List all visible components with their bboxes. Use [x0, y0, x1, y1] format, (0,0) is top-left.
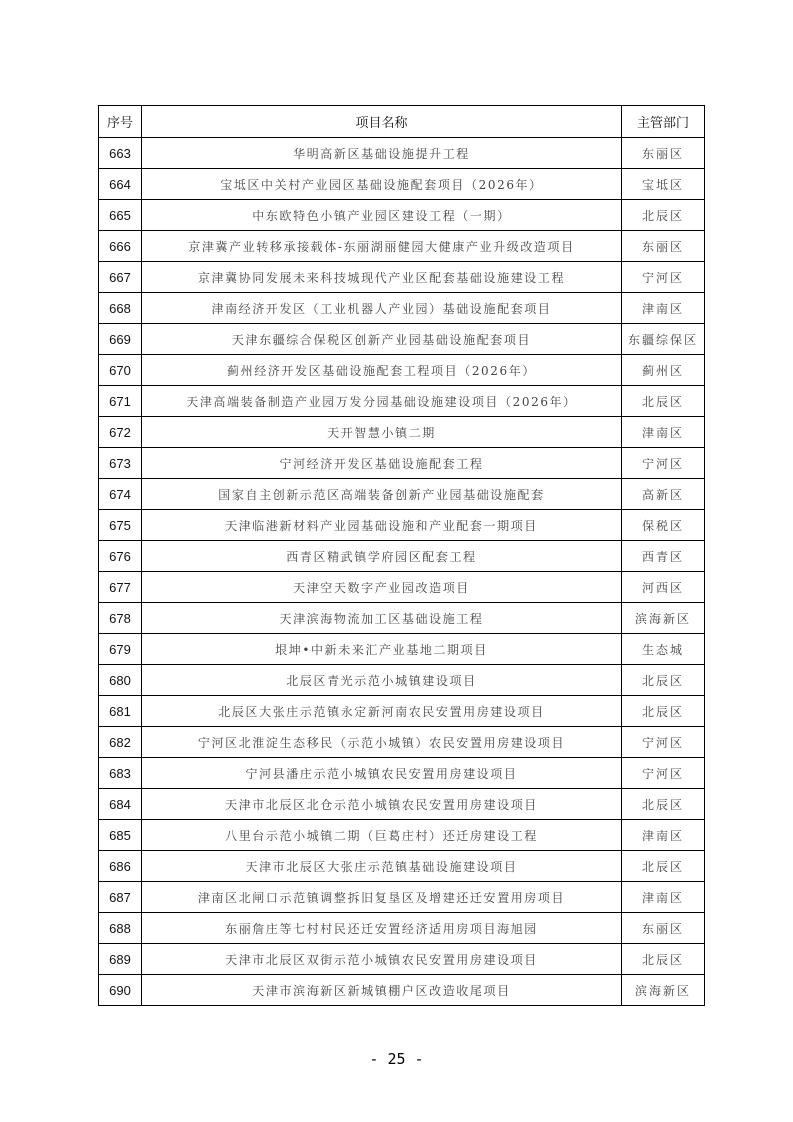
- table-row: [99, 293, 705, 324]
- cell-project-name: 垠坤•中新未来汇产业基地二期项目: [142, 634, 622, 665]
- cell-project-name: 宁河区北淮淀生态移民（示范小城镇）农民安置用房建设项目: [142, 727, 622, 758]
- table-row: [99, 448, 705, 479]
- cell-department: 北辰区: [622, 665, 705, 696]
- cell-serial-number: 664: [99, 169, 142, 200]
- cell-department: 东丽区: [622, 231, 705, 262]
- cell-serial-number: 687: [99, 882, 142, 913]
- page-number: - 25 -: [369, 1050, 424, 1068]
- table-row: [99, 882, 705, 913]
- table-header-row: [99, 106, 705, 138]
- cell-project-name: 京津冀协同发展未来科技城现代产业区配套基础设施建设工程: [142, 262, 622, 293]
- cell-serial-number: 681: [99, 696, 142, 727]
- cell-department: 宁河区: [622, 727, 705, 758]
- cell-project-name: 华明高新区基础设施提升工程: [142, 138, 622, 169]
- cell-project-name: 天津临港新材料产业园基础设施和产业配套一期项目: [142, 510, 622, 541]
- table-row: [99, 231, 705, 262]
- cell-project-name: 宁河县潘庄示范小城镇农民安置用房建设项目: [142, 758, 622, 789]
- cell-department: 生态城: [622, 634, 705, 665]
- cell-serial-number: 667: [99, 262, 142, 293]
- cell-serial-number: 671: [99, 386, 142, 417]
- cell-department: 北辰区: [622, 386, 705, 417]
- cell-serial-number: 684: [99, 789, 142, 820]
- table-row: [99, 510, 705, 541]
- table-row: [99, 727, 705, 758]
- cell-project-name: 天津市北辰区双街示范小城镇农民安置用房建设项目: [142, 944, 622, 975]
- cell-department: 宁河区: [622, 448, 705, 479]
- cell-serial-number: 674: [99, 479, 142, 510]
- header-serial-number: 序号: [99, 106, 142, 138]
- cell-project-name: 东丽詹庄等七村村民还迁安置经济适用房项目海旭园: [142, 913, 622, 944]
- cell-serial-number: 677: [99, 572, 142, 603]
- cell-project-name: 蓟州经济开发区基础设施配套工程项目（2026年）: [142, 355, 622, 386]
- cell-project-name: 宁河经济开发区基础设施配套工程: [142, 448, 622, 479]
- header-department: 主管部门: [622, 106, 705, 138]
- cell-department: 高新区: [622, 479, 705, 510]
- table-row: [99, 324, 705, 355]
- table-row: [99, 913, 705, 944]
- cell-project-name: 天开智慧小镇二期: [142, 417, 622, 448]
- cell-project-name: 西青区精武镇学府园区配套工程: [142, 541, 622, 572]
- cell-serial-number: 688: [99, 913, 142, 944]
- table-row: [99, 851, 705, 882]
- cell-department: 河西区: [622, 572, 705, 603]
- cell-department: 东丽区: [622, 138, 705, 169]
- table-row: [99, 200, 705, 231]
- table-body: [99, 138, 705, 1006]
- cell-project-name: 天津高端装备制造产业园万发分园基础设施建设项目（2026年）: [142, 386, 622, 417]
- cell-serial-number: 679: [99, 634, 142, 665]
- table-row: [99, 417, 705, 448]
- cell-project-name: 北辰区大张庄示范镇永定新河南农民安置用房建设项目: [142, 696, 622, 727]
- cell-department: 津南区: [622, 820, 705, 851]
- cell-department: 东丽区: [622, 913, 705, 944]
- cell-department: 宁河区: [622, 262, 705, 293]
- cell-serial-number: 670: [99, 355, 142, 386]
- table-row: [99, 820, 705, 851]
- table-row: [99, 634, 705, 665]
- cell-project-name: 津南区北闸口示范镇调整拆旧复垦区及增建还迁安置用房项目: [142, 882, 622, 913]
- table-row: [99, 138, 705, 169]
- cell-project-name: 宝坻区中关村产业园区基础设施配套项目（2026年）: [142, 169, 622, 200]
- cell-serial-number: 673: [99, 448, 142, 479]
- cell-project-name: 京津冀产业转移承接载体-东丽湖丽健园大健康产业升级改造项目: [142, 231, 622, 262]
- table-row: [99, 975, 705, 1006]
- cell-serial-number: 682: [99, 727, 142, 758]
- table-row: [99, 944, 705, 975]
- cell-serial-number: 685: [99, 820, 142, 851]
- cell-department: 津南区: [622, 417, 705, 448]
- table-row: [99, 541, 705, 572]
- cell-department: 宁河区: [622, 758, 705, 789]
- cell-serial-number: 663: [99, 138, 142, 169]
- cell-project-name: 国家自主创新示范区高端装备创新产业园基础设施配套: [142, 479, 622, 510]
- cell-serial-number: 678: [99, 603, 142, 634]
- cell-serial-number: 666: [99, 231, 142, 262]
- cell-department: 宝坻区: [622, 169, 705, 200]
- cell-serial-number: 668: [99, 293, 142, 324]
- table-row: [99, 262, 705, 293]
- cell-department: 北辰区: [622, 789, 705, 820]
- cell-project-name: 天津东疆综合保税区创新产业园基础设施配套项目: [142, 324, 622, 355]
- cell-serial-number: 676: [99, 541, 142, 572]
- cell-department: 滨海新区: [622, 975, 705, 1006]
- table-row: [99, 169, 705, 200]
- cell-department: 西青区: [622, 541, 705, 572]
- cell-serial-number: 689: [99, 944, 142, 975]
- table-row: [99, 758, 705, 789]
- cell-project-name: 津南经济开发区（工业机器人产业园）基础设施配套项目: [142, 293, 622, 324]
- cell-project-name: 北辰区青光示范小城镇建设项目: [142, 665, 622, 696]
- cell-department: 保税区: [622, 510, 705, 541]
- cell-department: 蓟州区: [622, 355, 705, 386]
- cell-serial-number: 669: [99, 324, 142, 355]
- cell-serial-number: 686: [99, 851, 142, 882]
- cell-serial-number: 680: [99, 665, 142, 696]
- cell-department: 津南区: [622, 882, 705, 913]
- cell-department: 津南区: [622, 293, 705, 324]
- table-row: [99, 665, 705, 696]
- cell-department: 北辰区: [622, 200, 705, 231]
- table-row: [99, 603, 705, 634]
- cell-serial-number: 683: [99, 758, 142, 789]
- table-row: [99, 696, 705, 727]
- header-project-name: 项目名称: [142, 106, 622, 138]
- cell-department: 东疆综保区: [622, 324, 705, 355]
- cell-serial-number: 690: [99, 975, 142, 1006]
- cell-project-name: 天津滨海物流加工区基础设施工程: [142, 603, 622, 634]
- cell-project-name: 天津空天数字产业园改造项目: [142, 572, 622, 603]
- table-row: [99, 355, 705, 386]
- cell-project-name: 中东欧特色小镇产业园区建设工程（一期）: [142, 200, 622, 231]
- cell-project-name: 天津市北辰区大张庄示范镇基础设施建设项目: [142, 851, 622, 882]
- table-row: [99, 386, 705, 417]
- cell-serial-number: 665: [99, 200, 142, 231]
- cell-project-name: 天津市滨海新区新城镇棚户区改造收尾项目: [142, 975, 622, 1006]
- cell-department: 北辰区: [622, 851, 705, 882]
- cell-department: 滨海新区: [622, 603, 705, 634]
- cell-project-name: 八里台示范小城镇二期（巨葛庄村）还迁房建设工程: [142, 820, 622, 851]
- table-row: [99, 479, 705, 510]
- cell-project-name: 天津市北辰区北仓示范小城镇农民安置用房建设项目: [142, 789, 622, 820]
- table-row: [99, 789, 705, 820]
- cell-department: 北辰区: [622, 944, 705, 975]
- project-table: [98, 105, 705, 1006]
- cell-serial-number: 672: [99, 417, 142, 448]
- cell-department: 北辰区: [622, 696, 705, 727]
- cell-serial-number: 675: [99, 510, 142, 541]
- table-row: [99, 572, 705, 603]
